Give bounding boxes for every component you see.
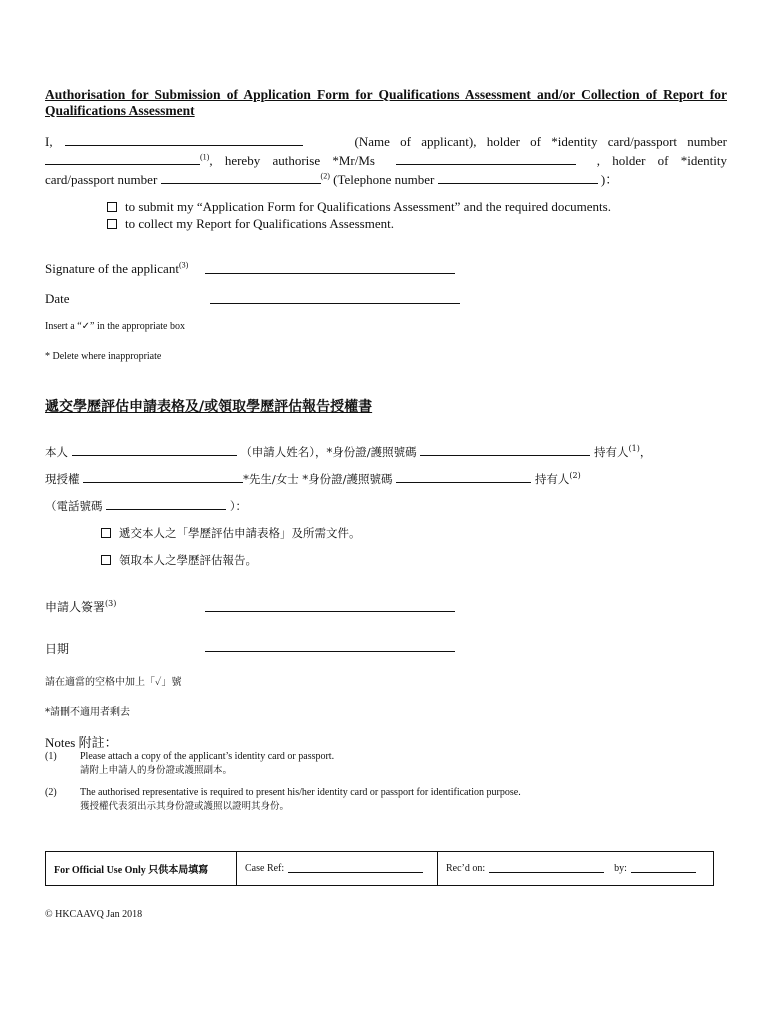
name-label: (Name of applicant), holder of *identity card/passport number [354,134,727,149]
note-number: (1) [45,751,57,762]
option-collect-label: to collect my Report for Qualifications Assessment. [125,216,394,231]
insert-note: Insert a “✓” in the appropriate box [45,321,185,332]
option-collect[interactable] [107,215,611,232]
applicant-name-field[interactable] [65,133,303,146]
zh-tel-label: （電話號碼 [45,499,103,513]
english-paragraph [45,133,727,189]
zh-holder2-label: 持有人 [534,472,570,486]
zh-mrms-label: *先生/女士 *身份證/護照號碼 [243,472,393,486]
date-label: Date [45,291,70,306]
zh-authorise-label: 現授權 [45,472,80,486]
zh-signature-line[interactable] [205,611,455,612]
zh-self-label: 本人 [45,445,68,459]
option-submit-label: to submit my “Application Form for Qualifications Assessment” and the required documents. [125,199,611,214]
note-text-zh: 獲授權代表須出示其身份證或護照以證明其身份。 [80,801,290,812]
zh-note-ref-2: (2) [569,471,581,481]
note-number: (2) [45,787,57,798]
english-options [107,198,611,232]
hereby-label: , hereby authorise *Mr/Ms [209,153,375,168]
note-text-zh: 請附上申請人的身份證或護照副本。 [80,765,233,776]
by-label: by: [614,863,627,874]
note-ref-3: (3) [178,260,189,270]
english-line-2 [45,152,727,170]
option-submit[interactable] [107,198,611,215]
note-ref-2: (2) [320,171,330,181]
tel-label: (Telephone number [333,172,435,187]
official-use-label [46,852,237,885]
zh-line1-end: ， [639,445,652,459]
zh-option-collect[interactable] [101,552,361,568]
chinese-options [101,525,361,568]
telephone-field[interactable] [438,171,598,184]
by-field[interactable] [631,864,696,873]
zh-date-line[interactable] [205,651,455,652]
chinese-line-2 [45,470,581,487]
official-use-box [45,851,714,886]
official-use-text: For Official Use Only 只供本局填寫 [54,865,209,876]
i-label: I, [45,134,53,149]
zh-note-ref-1: (1) [628,444,640,454]
chinese-line-1 [45,443,651,460]
case-ref-cell [237,852,438,885]
case-ref-label: Case Ref: [245,863,285,874]
tel-end: )： [600,172,619,187]
zh-telephone-field[interactable] [106,497,226,510]
signature-line[interactable] [205,273,455,274]
zh-option-submit-label: 遞交本人之「學歷評估申請表格」及所需文件。 [119,526,361,540]
recd-on-label: Rec’d on: [446,863,486,874]
zh-applicant-id-field[interactable] [420,443,590,456]
recd-on-field[interactable] [489,864,604,873]
zh-checkbox-submit[interactable] [101,528,111,538]
zh-signature-row [45,598,116,615]
chinese-title: 遞交學歷評估申請表格及/或領取學歷評估報告授權書 [45,399,373,415]
zh-holder-label: 持有人 [594,445,629,459]
english-title: Authorisation for Submission of Application Form for Qualifications Assessment and/or Collection of Report for Qualifications Assessment [45,87,727,118]
case-ref-field[interactable] [288,864,423,873]
signature-label: Signature of the applicant [45,261,179,276]
zh-signature-label: 申請人簽署 [45,600,106,614]
note-text-en: Please attach a copy of the applicant’s identity card or passport. [80,751,335,762]
zh-representative-name-field[interactable] [83,470,243,483]
chinese-line-3 [45,497,247,514]
zh-note-ref-3: (3) [105,599,117,608]
representative-id-field[interactable] [161,171,321,184]
zh-applicant-name-field[interactable] [72,443,237,456]
note-ref-1: (1) [200,152,210,162]
checkbox-submit[interactable] [107,202,117,212]
cardpass-label: card/passport number [45,172,158,187]
checkbox-collect[interactable] [107,219,117,229]
received-cell [438,852,713,885]
representative-name-field[interactable] [396,152,576,165]
zh-checkbox-collect[interactable] [101,555,111,565]
zh-delete-note: *請刪不適用者剩去 [45,707,130,718]
date-line[interactable] [210,303,460,304]
notes-list [45,751,665,812]
delete-note: * Delete where inappropriate [45,351,162,362]
zh-option-submit[interactable] [101,525,361,552]
zh-name-label: （申請人姓名），*身份證/護照號碼 [240,445,417,459]
note-item [45,787,665,812]
english-signature-row [45,260,188,278]
zh-date-label: 日期 [45,642,70,656]
footer-copyright: © HKCAAVQ Jan 2018 [45,909,143,920]
zh-insert-note: 請在適當的空格中加上「✓」號 [45,677,182,688]
note-text-en: The authorised representative is required to present his/her identity card or passport for identification purpose. [80,787,521,798]
english-line-3 [45,171,727,189]
applicant-id-field[interactable] [45,152,200,165]
note-item [45,751,665,787]
zh-option-collect-label: 領取本人之學歷評估報告。 [119,553,257,567]
notes-heading: Notes 附註： [45,735,118,750]
zh-tel-end: ）： [229,499,248,513]
zh-representative-id-field[interactable] [396,470,531,483]
english-line-1 [45,133,727,151]
holder-label: , holder of *identity [596,153,727,168]
